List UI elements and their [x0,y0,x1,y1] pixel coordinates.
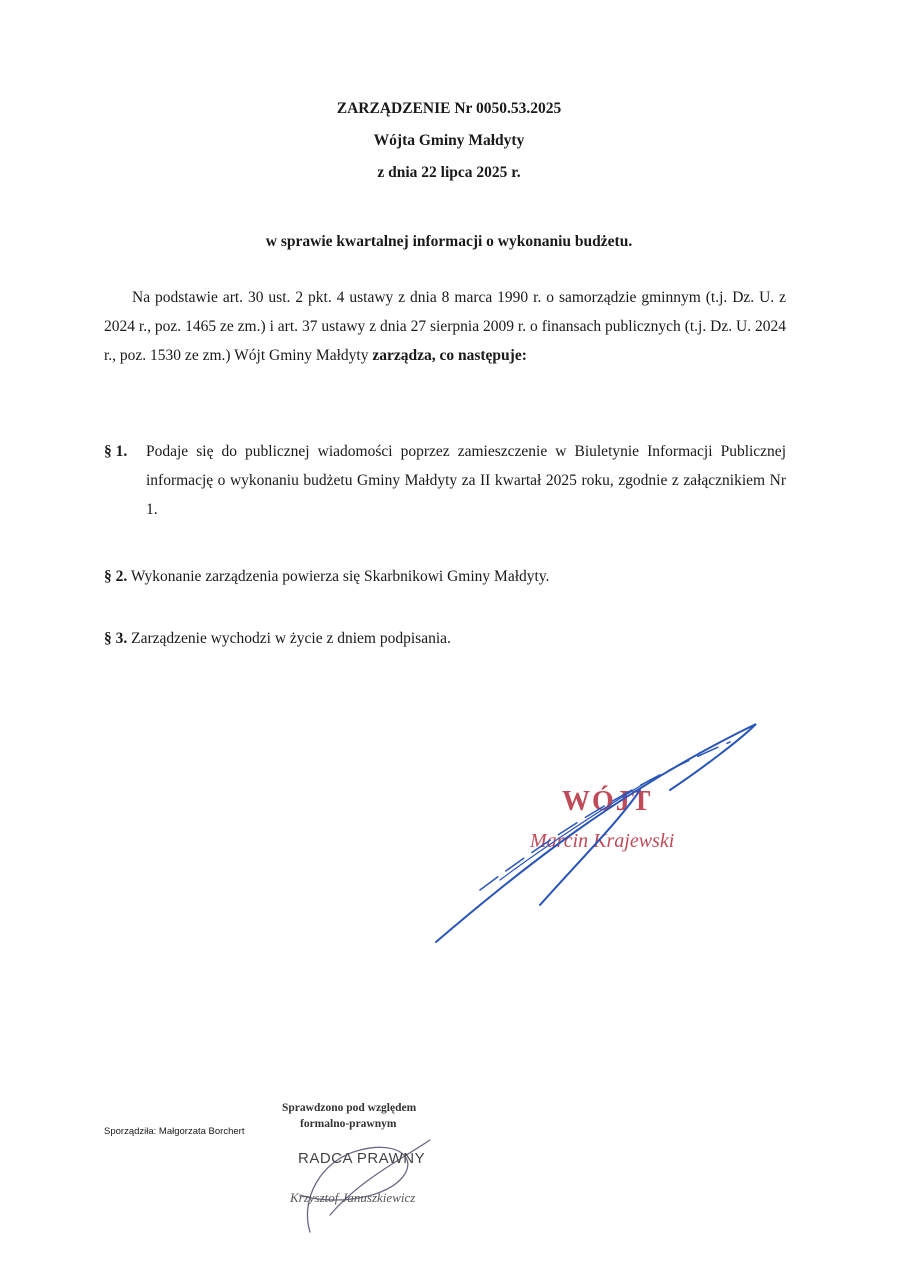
legal-name: Krzysztof Januszkiewicz [290,1190,416,1205]
paragraph-3 [104,624,451,653]
paragraph-1-text: Podaje się do publicznej wiadomości poprzez zamieszczenie w Biuletynie Informacji Publicznej informację o wykonaniu budżetu Gminy Małdyty za II kwartał 2025 roku, zgodnie z załącznikiem Nr 1. [146,443,786,518]
paragraph-2 [104,562,549,591]
paragraph-2-number: § 2. [104,568,128,585]
paragraph-1 [104,437,786,524]
legal-check-line-1: Sprawdzono pod względem [282,1102,417,1114]
document-title: ZARZĄDZENIE Nr 0050.53.2025 [336,100,562,117]
document-date: z dnia 22 lipca 2025 r. [377,164,521,181]
document-subject: w sprawie kwartalnej informacji o wykonaniu budżetu. [265,233,633,250]
paragraph-3-text: Zarządzenie wychodzi w życie z dniem podpisania. [131,630,451,647]
preamble-bold-tail: zarządza, co następuje: [372,347,527,364]
preamble [104,283,786,370]
preamble-text: Na podstawie art. 30 ust. 2 pkt. 4 ustawy z dnia 8 marca 1990 r. o samorządzie gminnym (t.j. Dz. U. z 2024 r., poz. 1465 ze zm.) i art. 37 ustawy z dnia 27 sierpnia 2009 r. o finansach publicznych (t.j. Dz. U. 2024 r., poz. 1530 ze zm.) Wójt Gminy Małdyty [104,289,786,364]
stamp-title: WÓJT [562,786,653,817]
stamp-name: Marcin Krajewski [530,830,675,852]
document-issuer: Wójta Gminy Małdyty [373,132,525,149]
paragraph-2-text: Wykonanie zarządzenia powierza się Skarbnikowi Gminy Małdyty. [130,568,550,585]
legal-title: RADCA PRAWNY [298,1150,426,1167]
legal-check-line-2: formalno-prawnym [300,1118,397,1130]
prepared-by: Sporządziła: Małgorzata Borchert [104,1126,245,1137]
paragraph-3-number: § 3. [104,630,128,647]
paragraph-1-number: § 1. [104,443,128,460]
